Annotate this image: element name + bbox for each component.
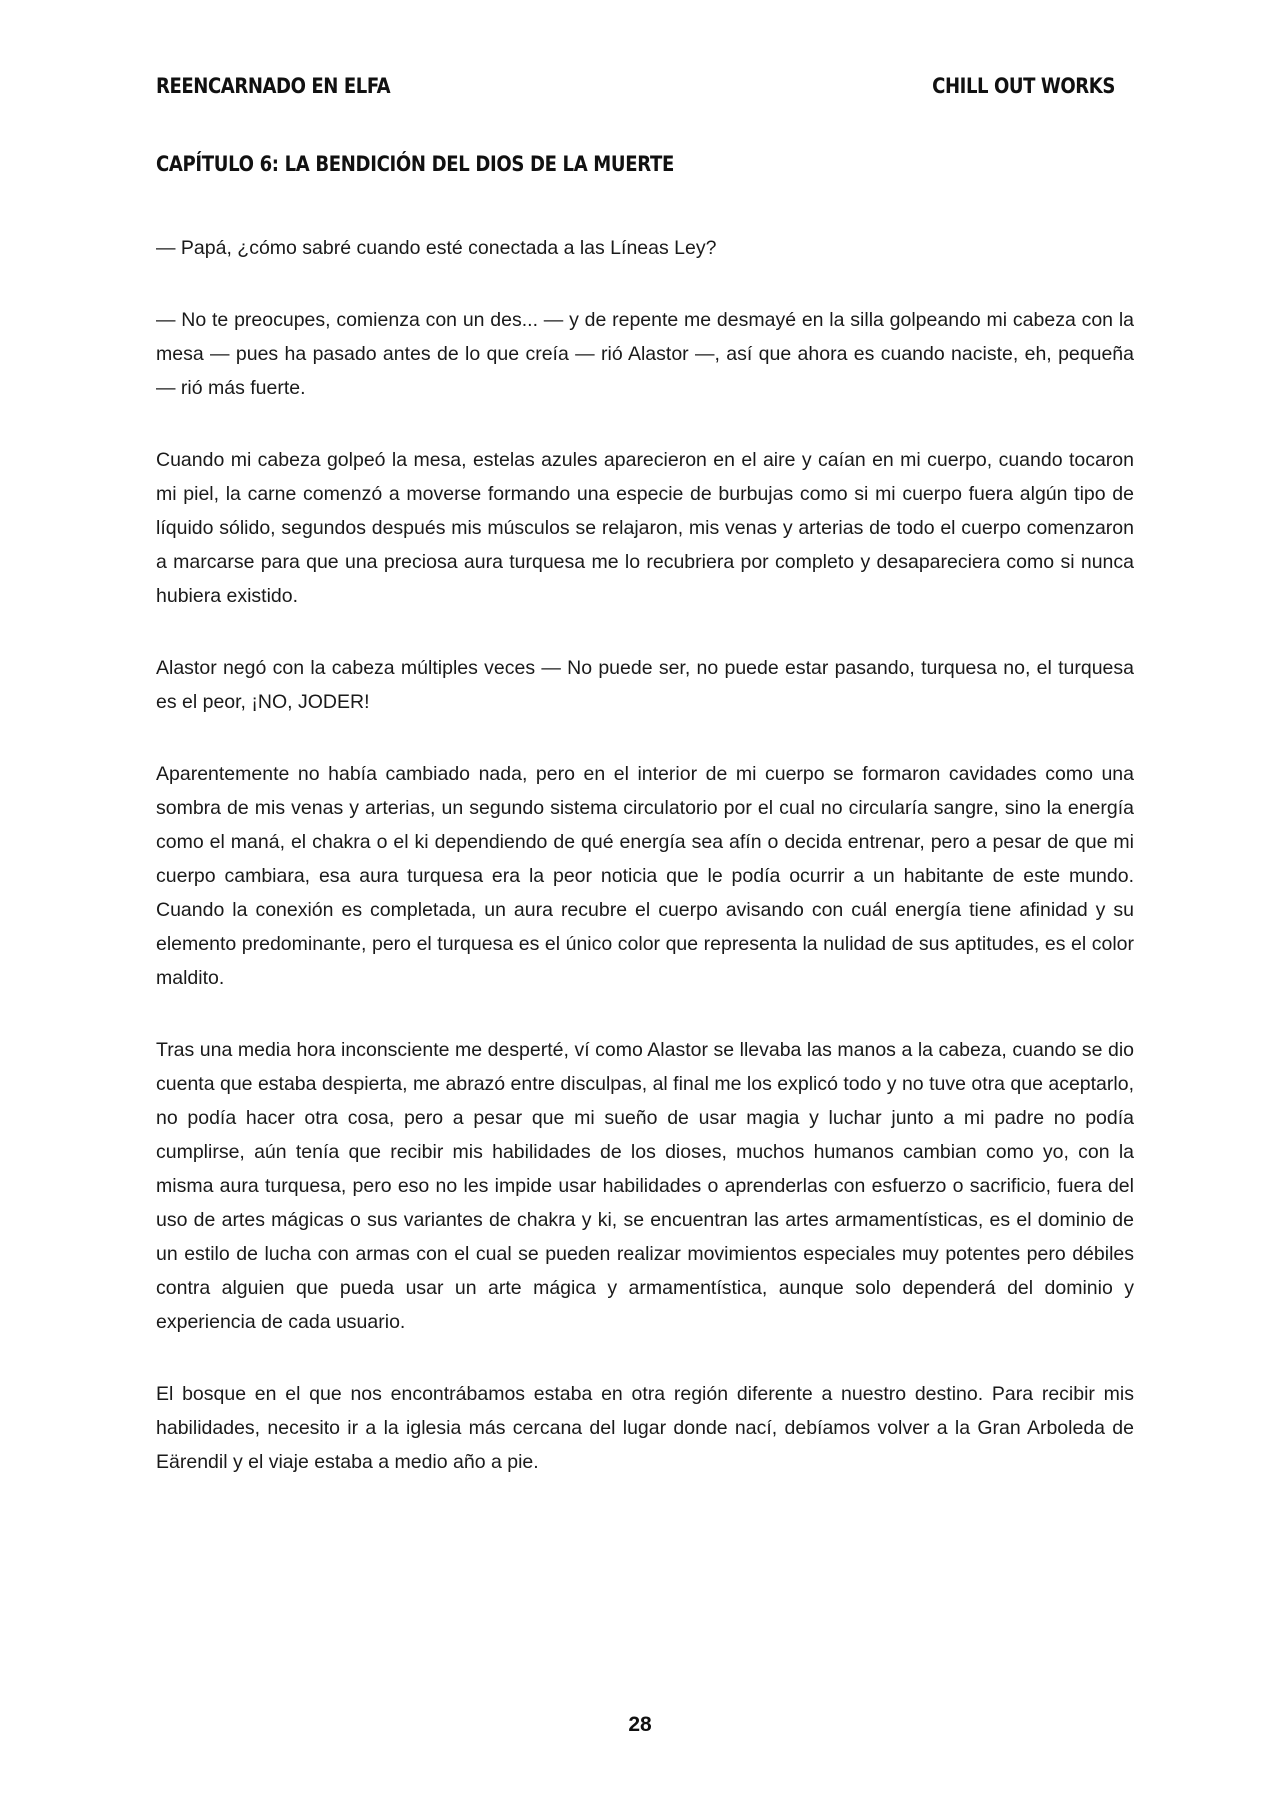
paragraph: Cuando mi cabeza golpeó la mesa, estelas azules aparecieron en el aire y caían en mi cuerpo, cuando tocaron mi piel, la carne comenzó a moverse formando una especie de burbujas como si mi cuerpo fuera algún tipo de líquido sólido, segundos después mis músculos se relajaron, mis venas y arterias de todo el cuerpo comenzaron a marcarse para que una preciosa aura turquesa me lo recubriera por completo y desapareciera como si nunca hubiera existido. — [156, 449, 1134, 607]
publisher-name: CHILL OUT WORKS — [932, 74, 1115, 98]
paragraph: Tras una media hora inconsciente me desperté, ví como Alastor se llevaba las manos a la cabeza, cuando se dio cuenta que estaba despierta, me abrazó entre disculpas, al final me los explicó todo y no tuve otra que aceptarlo, no podía hacer otra cosa, pero a pesar que mi sueño de usar magia y luchar junto a mi padre no podía cumplirse, aún tenía que recibir mis habilidades de los dioses, muchos humanos cambian como yo, con la misma aura turquesa, pero eso no les impide usar habilidades o aprenderlas con esfuerzo o sacrificio, fuera del uso de artes mágicas o sus variantes de chakra y ki, se encuentran las artes armamentísticas, es el dominio de un estilo de lucha con armas con el cual se pueden realizar movimientos especiales muy potentes pero débiles contra alguien que pueda usar un arte mágica y armamentística, aunque solo dependerá del dominio y experiencia de cada usuario. — [156, 1039, 1134, 1333]
paragraph: Alastor negó con la cabeza múltiples veces — No puede ser, no puede estar pasando, turquesa no, el turquesa es el peor, ¡NO, JODER! — [156, 657, 1134, 713]
page-number: 28 — [628, 1713, 652, 1736]
paragraph: Aparentemente no había cambiado nada, pero en el interior de mi cuerpo se formaron cavidades como una sombra de mis venas y arterias, un segundo sistema circulatorio por el cual no circularía sangre, sino la energía como el maná, el chakra o el ki dependiendo de qué energía sea afín o decida entrenar, pero a pesar de que mi cuerpo cambiara, esa aura turquesa era la peor noticia que le podía ocurrir a un habitante de este mundo. Cuando la conexión es completada, un aura recubre el cuerpo avisando con cuál energía tiene afinidad y su elemento predominante, pero el turquesa es el único color que representa la nulidad de sus aptitudes, es el color maldito. — [156, 763, 1134, 989]
paragraph: — Papá, ¿cómo sabré cuando esté conectada a las Líneas Ley? — [156, 237, 717, 259]
paragraph: — No te preocupes, comienza con un des... — y de repente me desmayé en la silla golpeando mi cabeza con la mesa — pues ha pasado antes de lo que creía — rió Alastor —, así que ahora es cuando naciste, eh, pequeña — rió más fuerte. — [156, 309, 1134, 399]
running-header — [156, 74, 1115, 98]
chapter-body — [156, 231, 1134, 1517]
book-title: REENCARNADO EN ELFA — [156, 74, 391, 98]
paragraph: El bosque en el que nos encontrábamos estaba en otra región diferente a nuestro destino. Para recibir mis habilidades, necesito ir a la iglesia más cercana del lugar donde nací, debíamos volver a la Gran Arboleda de Eärendil y el viaje estaba a medio año a pie. — [156, 1383, 1134, 1473]
chapter-title: CAPÍTULO 6: LA BENDICIÓN DEL DIOS DE LA MUERTE — [156, 152, 674, 176]
